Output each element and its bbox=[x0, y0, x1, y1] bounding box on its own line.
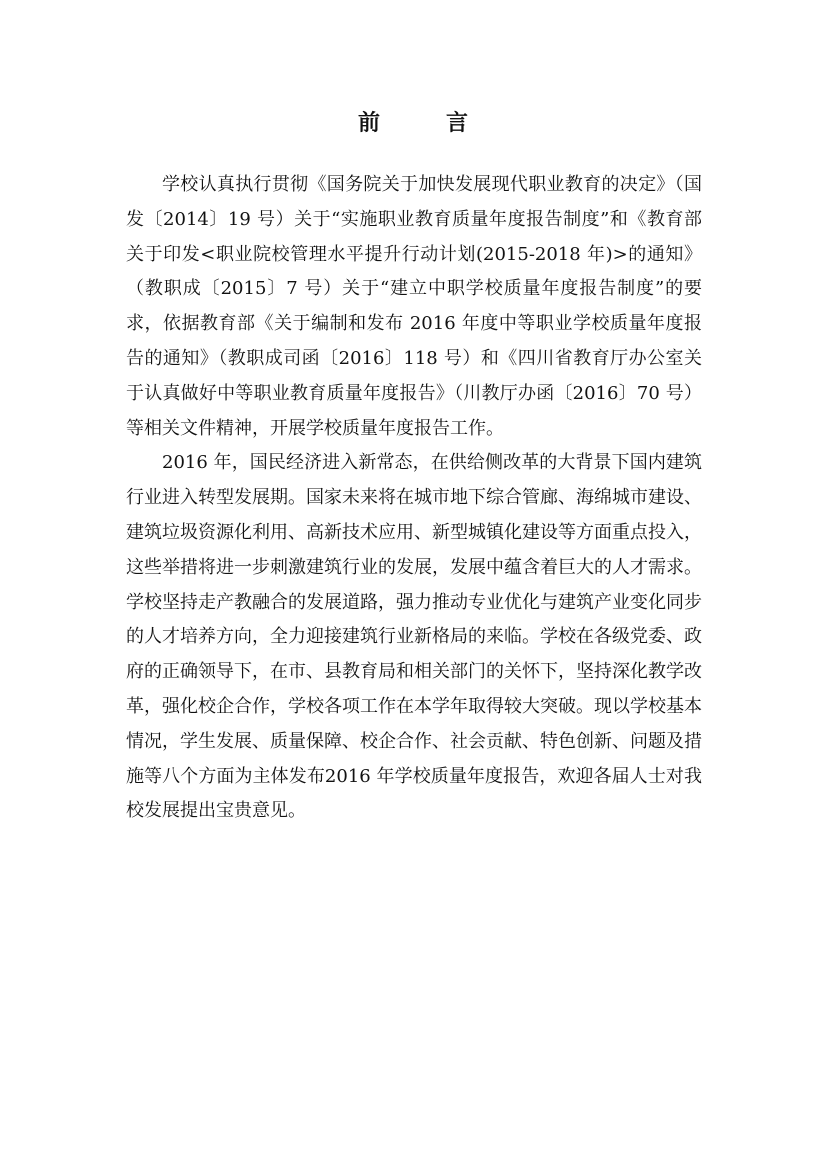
paragraph-background: 2016 年，国民经济进入新常态，在供给侧改革的大背景下国内建筑行业进入转型发展期。国家未来将在城市地下综合管廊、海绵城市建设、建筑垃圾资源化利用、高新技术应用、新型城镇化建设等方面重点投入，这些举措将进一步刺激建筑行业的发展，发展中蕴含着巨大的人才需求。学校坚持走产教融合的发展道路，强力推动专业优化与建筑产业变化同步的人才培养方向，全力迎接建筑行业新格局的来临。学校在各级党委、政府的正确领导下，在市、县教育局和相关部门的关怀下，坚持深化教学改革，强化校企合作，学校各项工作在本学年取得较大突破。现以学校基本情况，学生发展、质量保障、校企合作、社会贡献、特色创新、问题及措施等八个方面为主体发布2016 年学校质量年度报告，欢迎各届人士对我校发展提出宝贵意见。 bbox=[126, 452, 702, 822]
page-title: 前 言 bbox=[357, 110, 490, 136]
paragraph-intro: 学校认真执行贯彻《国务院关于加快发展现代职业教育的决定》（国发〔2014〕19 号）关于“实施职业教育质量年度报告制度”和《教育部关于印发<职业院校管理水平提升行动计划(2015-2018 年)>的通知》（教职成〔2015〕7 号）关于“建立中职学校质量年度报告制度”的要求，依据教育部《关于编制和发布 2016 年度中等职业学校质量年度报告的通知》（教职成司函〔2016〕118 号）和《四川省教育厅办公室关于认真做好中等职业教育质量年度报告》（川教厅办函〔2016〕70 号）等相关文件精神，开展学校质量年度报告工作。 bbox=[126, 174, 702, 439]
body-text bbox=[126, 168, 702, 829]
